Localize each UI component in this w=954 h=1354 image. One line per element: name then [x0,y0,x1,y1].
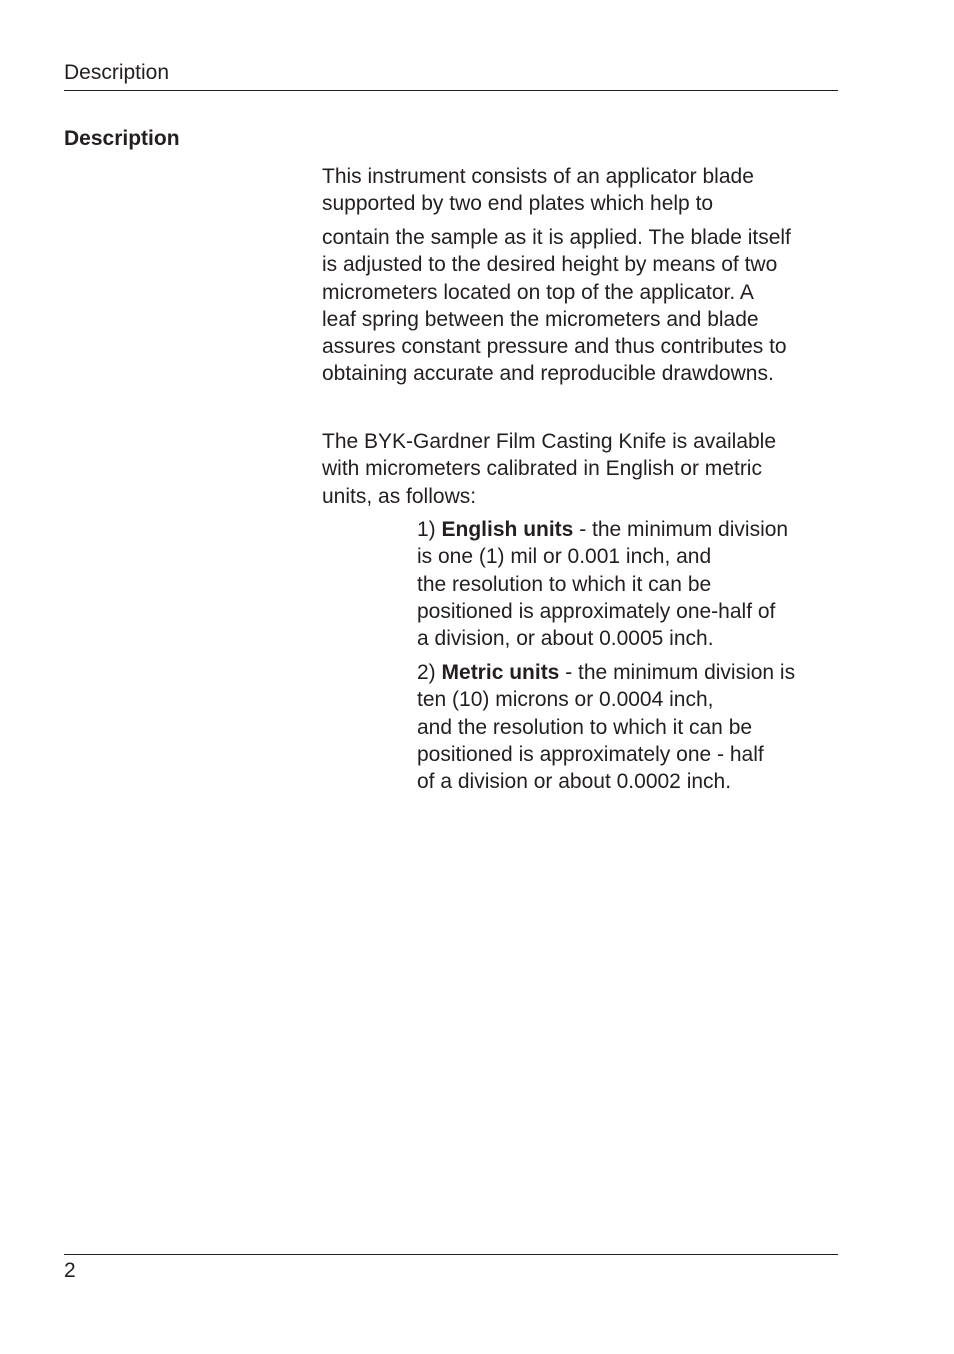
text-line: positioned is approximately one-half of [417,599,776,623]
list-item-first-line [417,659,795,686]
section-title: Description [64,127,180,150]
text-line: ten (10) microns or 0.0004 inch, [417,688,714,712]
text-line: with micrometers calibrated in English or metric [322,457,762,481]
text-line: of a division or about 0.0002 inch. [417,770,732,794]
text-line: assures constant pressure and thus contributes to [322,335,787,359]
list-first-line-rest: - the minimum division is [559,661,796,684]
text-line: positioned is approximately one - half [417,742,764,766]
paragraph-1-part-a [322,163,754,218]
list-item-metric-units [417,659,795,795]
text-line: micrometers located on top of the applicator. A [322,280,754,304]
list-term: Metric units [441,661,560,684]
text-line: leaf spring between the micrometers and blade [322,307,759,331]
paragraph-2 [322,428,776,510]
list-first-line-rest: - the minimum division [573,518,789,541]
text-line: the resolution to which it can be [417,572,712,596]
text-line: is adjusted to the desired height by means of two [322,253,778,277]
paragraph-1-part-b [322,224,791,388]
text-line: units, as follows: [322,484,477,508]
list-item-english-units [417,516,788,652]
running-header: Description [64,61,170,84]
text-line: a division, or about 0.0005 inch. [417,627,714,651]
page-number: 2 [64,1259,76,1282]
list-number: 1) [417,518,442,541]
text-line: and the resolution to which it can be [417,715,753,739]
list-number: 2) [417,661,442,684]
text-line: supported by two end plates which help to [322,192,714,216]
list-item-first-line [417,516,788,543]
header-rule [64,90,838,91]
text-line: contain the sample as it is applied. The blade itself [322,226,791,249]
text-line: The BYK-Gardner Film Casting Knife is available [322,430,777,453]
text-line: obtaining accurate and reproducible drawdowns. [322,362,774,386]
footer-rule [64,1254,838,1255]
list-term: English units [441,518,574,541]
text-line: This instrument consists of an applicator blade [322,165,754,188]
text-line: is one (1) mil or 0.001 inch, and [417,545,712,569]
